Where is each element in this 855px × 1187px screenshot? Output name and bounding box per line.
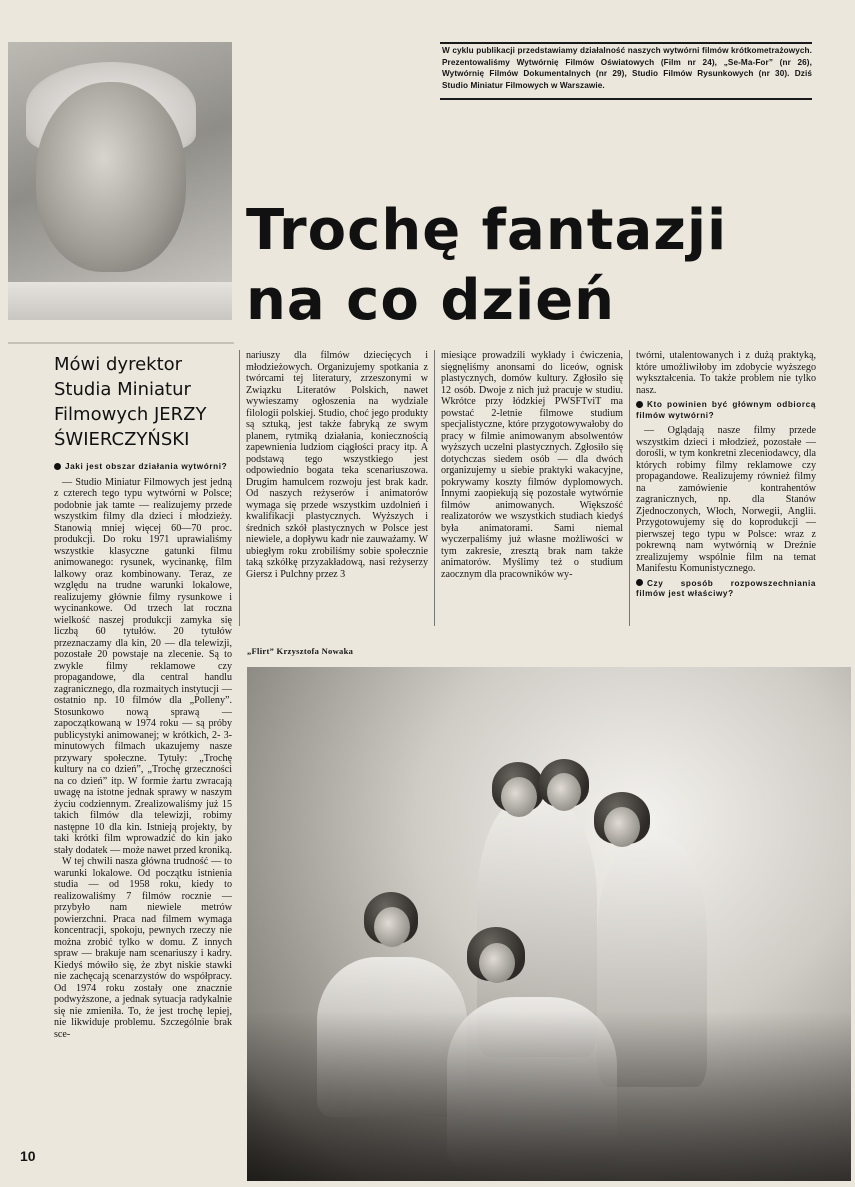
column-2-paragraph-1: nariuszy dla filmów dziecięcych i młodzieżowych. Organizujemy spotkania z twórcami tej literatury, zrzeszonymi w Związku Literatów Polskich, nawet wywieszamy ogłoszenia na wydziale filologii polskiej. Studio, choć jego produkty są sztuką, jest także fabryką ze swym planem, rytmiką działania, koniecznością zapewnienia ludziom ciągłości pracy itp. A podstawą tego wszystkiego jest odpowiednio bogata teka scenariuszowa. Drugim hamulcem rozwoju jest brak kadr. Od naszych reżyserów i animatorów wymaga się przede wszystkim uzdolnień i kwalifikacji plastycznych. Wyższych i średnich szkół plastycznych w Polsce jest niewiele, a dopływu kadr nie zauważamy. W ubiegłym roku zrobiliśmy sobie społecznie taką szkółkę przyzakładową, nasi reżyserzy Giersz i Pulchny przez 3	[246, 350, 428, 580]
question-1-text: Jaki jest obszar działania wytwórni?	[65, 462, 228, 471]
figure-face	[479, 943, 515, 983]
question-2	[636, 400, 816, 421]
interview-heading-line-1: Mówi dyrektor	[54, 354, 183, 375]
interview-heading-line-2: Studia Miniatur	[54, 379, 191, 400]
column-1-paragraph-1: — Studio Miniatur Filmowych jest jedną z czterech tego typu wytwórni w Polsce; podobnie jak tamte — realizujemy przede wszystkim filmy dla dzieci i młodzieży. Stanowią mniej więcej 60—70 proc. produkcji. Do roku 1971 uprawialiśmy wszystkie klasyczne gatunki filmu animowanego: rysunek, wycinankę, film lalkowy oraz kombinowany. Teraz, ze względu na trudne warunki lokalowe, realizujemy głównie filmy rysunkowe i wycinankowe. Od trzech lat roczna wielkość naszej produkcji zamyka się liczbą 60 tytułów. 20 tytułów przeznaczamy dla kin, 20 — dla telewizji, pozostałe 20 powstaje na zlecenie. Są to zwykle filmy reklamowe czy propagandowe, dla central handlu zagranicznego, dla rozmaitych instytucji — ostatnio np. 10 filmów dla „Polleny”. Stosunkowo nową sprawą — zapoczątkowaną w 1974 roku — są próby publicystyki animowanej; w krótkich, 2- 3-minutowych filmach ukazujemy nasze przywary społeczne. Tytuły: „Trochę kultury na co dzień”, „Trochę grzeczności na co dzień” itp. W formie żartu zwracają uwagę na istotne jednak sprawy w naszym życiu codziennym. Zrealizowaliśmy już 15 takich filmów dla telewizji, robimy następne 10 dla kin. Istnieją projekty, by taki krótki film wprowadzić do kin jako stały dodatek — może nawet przed kroniką.	[54, 476, 232, 856]
article-headline	[246, 196, 806, 336]
article-column-2	[246, 350, 428, 580]
column-4-paragraph-1: twórni, utalentowanych i z dużą praktyką, które umożliwiłoby im zdobycie wyższego wykształcenia. To także problem nie tylko nasz.	[636, 350, 816, 396]
director-portrait-photo	[8, 42, 232, 320]
figure-face	[374, 907, 410, 947]
column-1-paragraph-2: W tej chwili nasza główna trudność — to warunki lokalowe. Od początku istnienia studia — od 1958 roku, kiedy to realizowaliśmy 7 filmów rocznie — przybyło nam niewiele metrów powierzchni. Praca nad filmem wymaga koncentracji, spokoju, pewnych rzeczy nie można zrobić tylko w domu. Z innych spraw — brakuje nam scenariuszy i kadry. Kiedyś mówiło się, że zbyt niskie stawki nie zachęcają scenarzystów do współpracy. Od 1974 roku zostały one znacznie podwyższone, a jednak sytuacja radykalnie się nie zmieniła. To, że jest trochę lepiej, nie likwiduje problemu. Szczególnie brak sce-	[54, 856, 232, 1040]
interview-heading	[54, 352, 232, 452]
question-3	[636, 579, 816, 600]
column-rule	[239, 350, 240, 626]
headline-line-2: na co dzień	[246, 268, 616, 333]
figure-face	[547, 773, 581, 811]
portrait-face	[36, 82, 186, 272]
portrait-shirt	[8, 282, 232, 320]
article-column-1	[54, 458, 232, 1040]
column-rule	[629, 350, 630, 626]
artwork-dark-foreground	[247, 1011, 851, 1181]
bullet-icon	[636, 401, 643, 408]
figure-face	[604, 807, 640, 847]
article-column-3	[441, 350, 623, 580]
question-2-text: Kto powinien być głównym odbiorcą filmów wytwórni?	[636, 400, 816, 420]
question-3-text: Czy sposób rozpowszechniania filmów jest właściwy?	[636, 578, 816, 598]
column-rule	[434, 350, 435, 626]
section-divider	[8, 342, 234, 344]
intro-top-rule	[440, 42, 812, 44]
interview-heading-line-4: ŚWIERCZYŃSKI	[54, 429, 190, 450]
figure-face	[501, 777, 537, 817]
page-number: 10	[20, 1148, 36, 1164]
article-column-4	[636, 350, 816, 604]
bullet-icon	[54, 463, 61, 470]
intro-bottom-rule	[440, 98, 812, 100]
headline-line-1: Trochę fantazji	[246, 198, 728, 263]
column-3-paragraph-1: miesiące prowadzili wykłady i ćwiczenia, sięgnęliśmy anonsami do liceów, ognisk plastycznych, domów kultury. Zgłosiło się 12 osób. Dwoje z nich już pracuje w studiu. Wkrótce przy łódzkiej PWSFTviT ma powstać 2-letnie filmowe studium specjalistyczne, które przygotowywałoby do pracy w filmie animowanym absolwentów wyższych uczelni plastycznych. Zgłosiło się dotychczas siedem osób — dla dwóch organizujemy u siebie praktyki wakacyjne, pokrywamy koszty filmów dyplomowych. Innymi zaopiekują się pozostałe wytwórnie filmów animowanych. Większość realizatorów we wszystkich studiach kiedyś była animatorami. Sami niemal wyczerpaliśmy już własne możliwości w tym zakresie, zresztą brak nam także animatorów. Myślimy też o studium zaocznym dla pracowników wy-	[441, 350, 623, 580]
question-1	[54, 462, 232, 473]
bullet-icon	[636, 579, 643, 586]
flirt-artwork-image	[247, 667, 851, 1181]
artwork-caption: „Flirt” Krzysztofa Nowaka	[247, 646, 354, 656]
interview-heading-line-3: Filmowych JERZY	[54, 404, 207, 425]
column-4-paragraph-2: — Oglądają nasze filmy przede wszystkim dzieci i młodzież, pozostałe — dorośli, w tym konkretni zleceniodawcy, dla których robimy filmy reklamowe czy propagandowe. Realizujemy również filmy na zamówienie kontrahentów zagranicznych, np. dla Stanów Zjednoczonych, Włoch, Norwegii, Anglii. Przygotowujemy się do koprodukcji — pierwszej tego typu w Polsce: wraz z pokrewną nam wytwórnią w Dreźnie zrealizujemy wspólnie film na temat Manifestu Komunistycznego.	[636, 425, 816, 574]
series-intro-text: W cyklu publikacji przedstawiamy działalność naszych wytwórni filmów krótkometrażowych. Prezentowaliśmy Wytwórnię Filmów Oświatowych (Film nr 24), „Se-Ma-For” (nr 26), Wytwórnię Filmów Dokumentalnych (nr 29), Studio Filmów Rysunkowych (nr 30). Dziś Studio Miniatur Filmowych w Warszawie.	[442, 46, 812, 90]
